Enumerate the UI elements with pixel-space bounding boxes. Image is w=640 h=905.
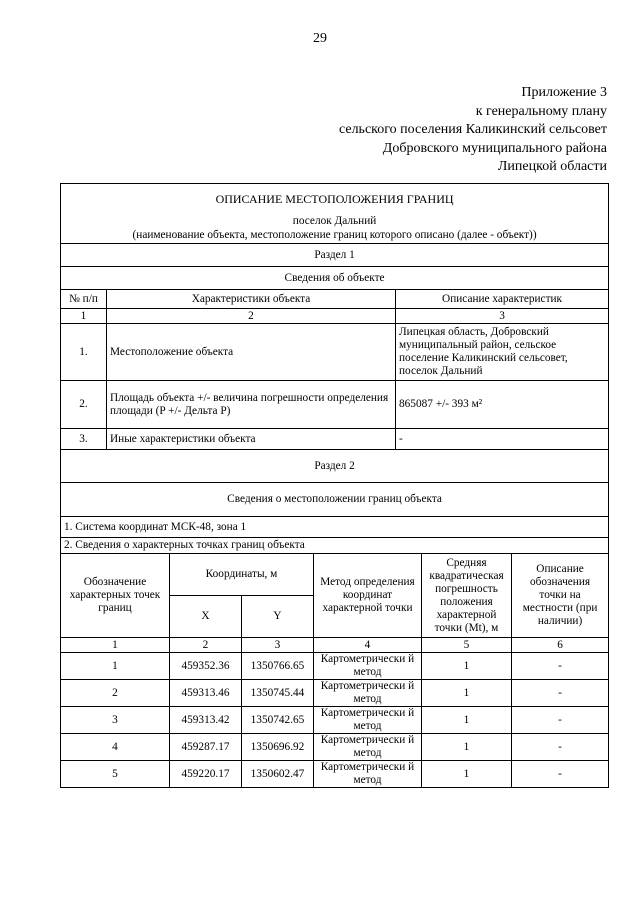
index-cell: 2 <box>170 638 242 653</box>
characteristic-value: - <box>396 429 609 450</box>
table-row <box>61 381 609 429</box>
index-cell: 4 <box>314 638 422 653</box>
index-cell: 2 <box>107 309 396 324</box>
index-cell: 5 <box>422 638 512 653</box>
index-cell: 1 <box>61 638 170 653</box>
point-error: 1 <box>422 653 512 680</box>
point-y: 1350602.47 <box>242 761 314 788</box>
point-x: 459313.46 <box>170 680 242 707</box>
point-x: 459220.17 <box>170 761 242 788</box>
object-note: (наименование объекта, местоположение границ которого описано (далее - объект)) <box>61 229 609 244</box>
object-name: поселок Дальний <box>61 215 609 229</box>
table-row <box>61 734 609 761</box>
characteristic-name: Площадь объекта +/- величина погрешности определения площади (P +/- Дельта P) <box>107 381 396 429</box>
point-description: - <box>512 707 609 734</box>
appendix-line: Добровского муниципального района <box>382 140 607 156</box>
point-x: 459313.42 <box>170 707 242 734</box>
section2-subtitle: Сведения о местоположении границ объекта <box>61 483 609 517</box>
table-row <box>61 324 609 381</box>
boundary-description-table <box>60 183 609 788</box>
characteristic-name: Иные характеристики объекта <box>107 429 396 450</box>
point-description: - <box>512 680 609 707</box>
appendix-block <box>339 84 607 177</box>
row-number: 3. <box>61 429 107 450</box>
col-header-no: № п/п <box>61 290 107 309</box>
point-method: Картометрически й метод <box>314 734 422 761</box>
col-header-point-description: Описание обозначения точки на местности (при наличии) <box>512 554 609 638</box>
index-cell: 3 <box>242 638 314 653</box>
page-number: 29 <box>313 31 327 46</box>
index-cell: 3 <box>396 309 609 324</box>
point-method: Картометрически й метод <box>314 653 422 680</box>
section1-title: Раздел 1 <box>61 244 609 267</box>
table-row <box>61 653 609 680</box>
col-header-error: Средняя квадратическая погрешность положения характерной точки (Mt), м <box>422 554 512 638</box>
point-error: 1 <box>422 680 512 707</box>
characteristic-name: Местоположение объекта <box>107 324 396 381</box>
point-method: Картометрически й метод <box>314 761 422 788</box>
table-row <box>61 680 609 707</box>
characteristic-value: 865087 +/- 393 м² <box>396 381 609 429</box>
point-x: 459287.17 <box>170 734 242 761</box>
col-header-x: X <box>170 596 242 638</box>
point-error: 1 <box>422 761 512 788</box>
point-x: 459352.36 <box>170 653 242 680</box>
point-error: 1 <box>422 734 512 761</box>
appendix-line: Липецкой области <box>497 159 607 174</box>
col-header-characteristic: Характеристики объекта <box>107 290 396 309</box>
table-row <box>61 761 609 788</box>
point-id: 5 <box>61 761 170 788</box>
point-description: - <box>512 734 609 761</box>
point-y: 1350696.92 <box>242 734 314 761</box>
characteristic-value: Липецкая область, Добровский муниципальный район, сельское поселение Каликинский сельсовет, поселок Дальний <box>396 324 609 381</box>
point-description: - <box>512 761 609 788</box>
col-header-method: Метод определения координат характерной точки <box>314 554 422 638</box>
table-row <box>61 707 609 734</box>
point-id: 1 <box>61 653 170 680</box>
appendix-line: к генеральному плану <box>475 103 607 119</box>
point-method: Картометрически й метод <box>314 680 422 707</box>
index-cell: 6 <box>512 638 609 653</box>
point-error: 1 <box>422 707 512 734</box>
col-header-point: Обозначение характерных точек границ <box>61 554 170 638</box>
section1-subtitle: Сведения об объекте <box>61 267 609 290</box>
point-description: - <box>512 653 609 680</box>
row-number: 1. <box>61 324 107 381</box>
row-number: 2. <box>61 381 107 429</box>
points-title: 2. Сведения о характерных точках границ объекта <box>61 538 609 554</box>
point-y: 1350745.44 <box>242 680 314 707</box>
point-id: 2 <box>61 680 170 707</box>
document-title: ОПИСАНИЕ МЕСТОПОЛОЖЕНИЯ ГРАНИЦ <box>61 184 609 215</box>
col-header-description: Описание характеристик <box>396 290 609 309</box>
appendix-line: сельского поселения Каликинский сельсовет <box>338 122 607 137</box>
col-header-coordinates: Координаты, м <box>170 554 314 596</box>
index-cell: 1 <box>61 309 107 324</box>
col-header-y: Y <box>242 596 314 638</box>
section2-title: Раздел 2 <box>61 450 609 483</box>
appendix-line: Приложение 3 <box>521 85 607 100</box>
point-y: 1350766.65 <box>242 653 314 680</box>
table-row <box>61 429 609 450</box>
coordinate-system: 1. Система координат МСК-48, зона 1 <box>61 517 609 538</box>
point-method: Картометрически й метод <box>314 707 422 734</box>
point-id: 3 <box>61 707 170 734</box>
point-y: 1350742.65 <box>242 707 314 734</box>
point-id: 4 <box>61 734 170 761</box>
